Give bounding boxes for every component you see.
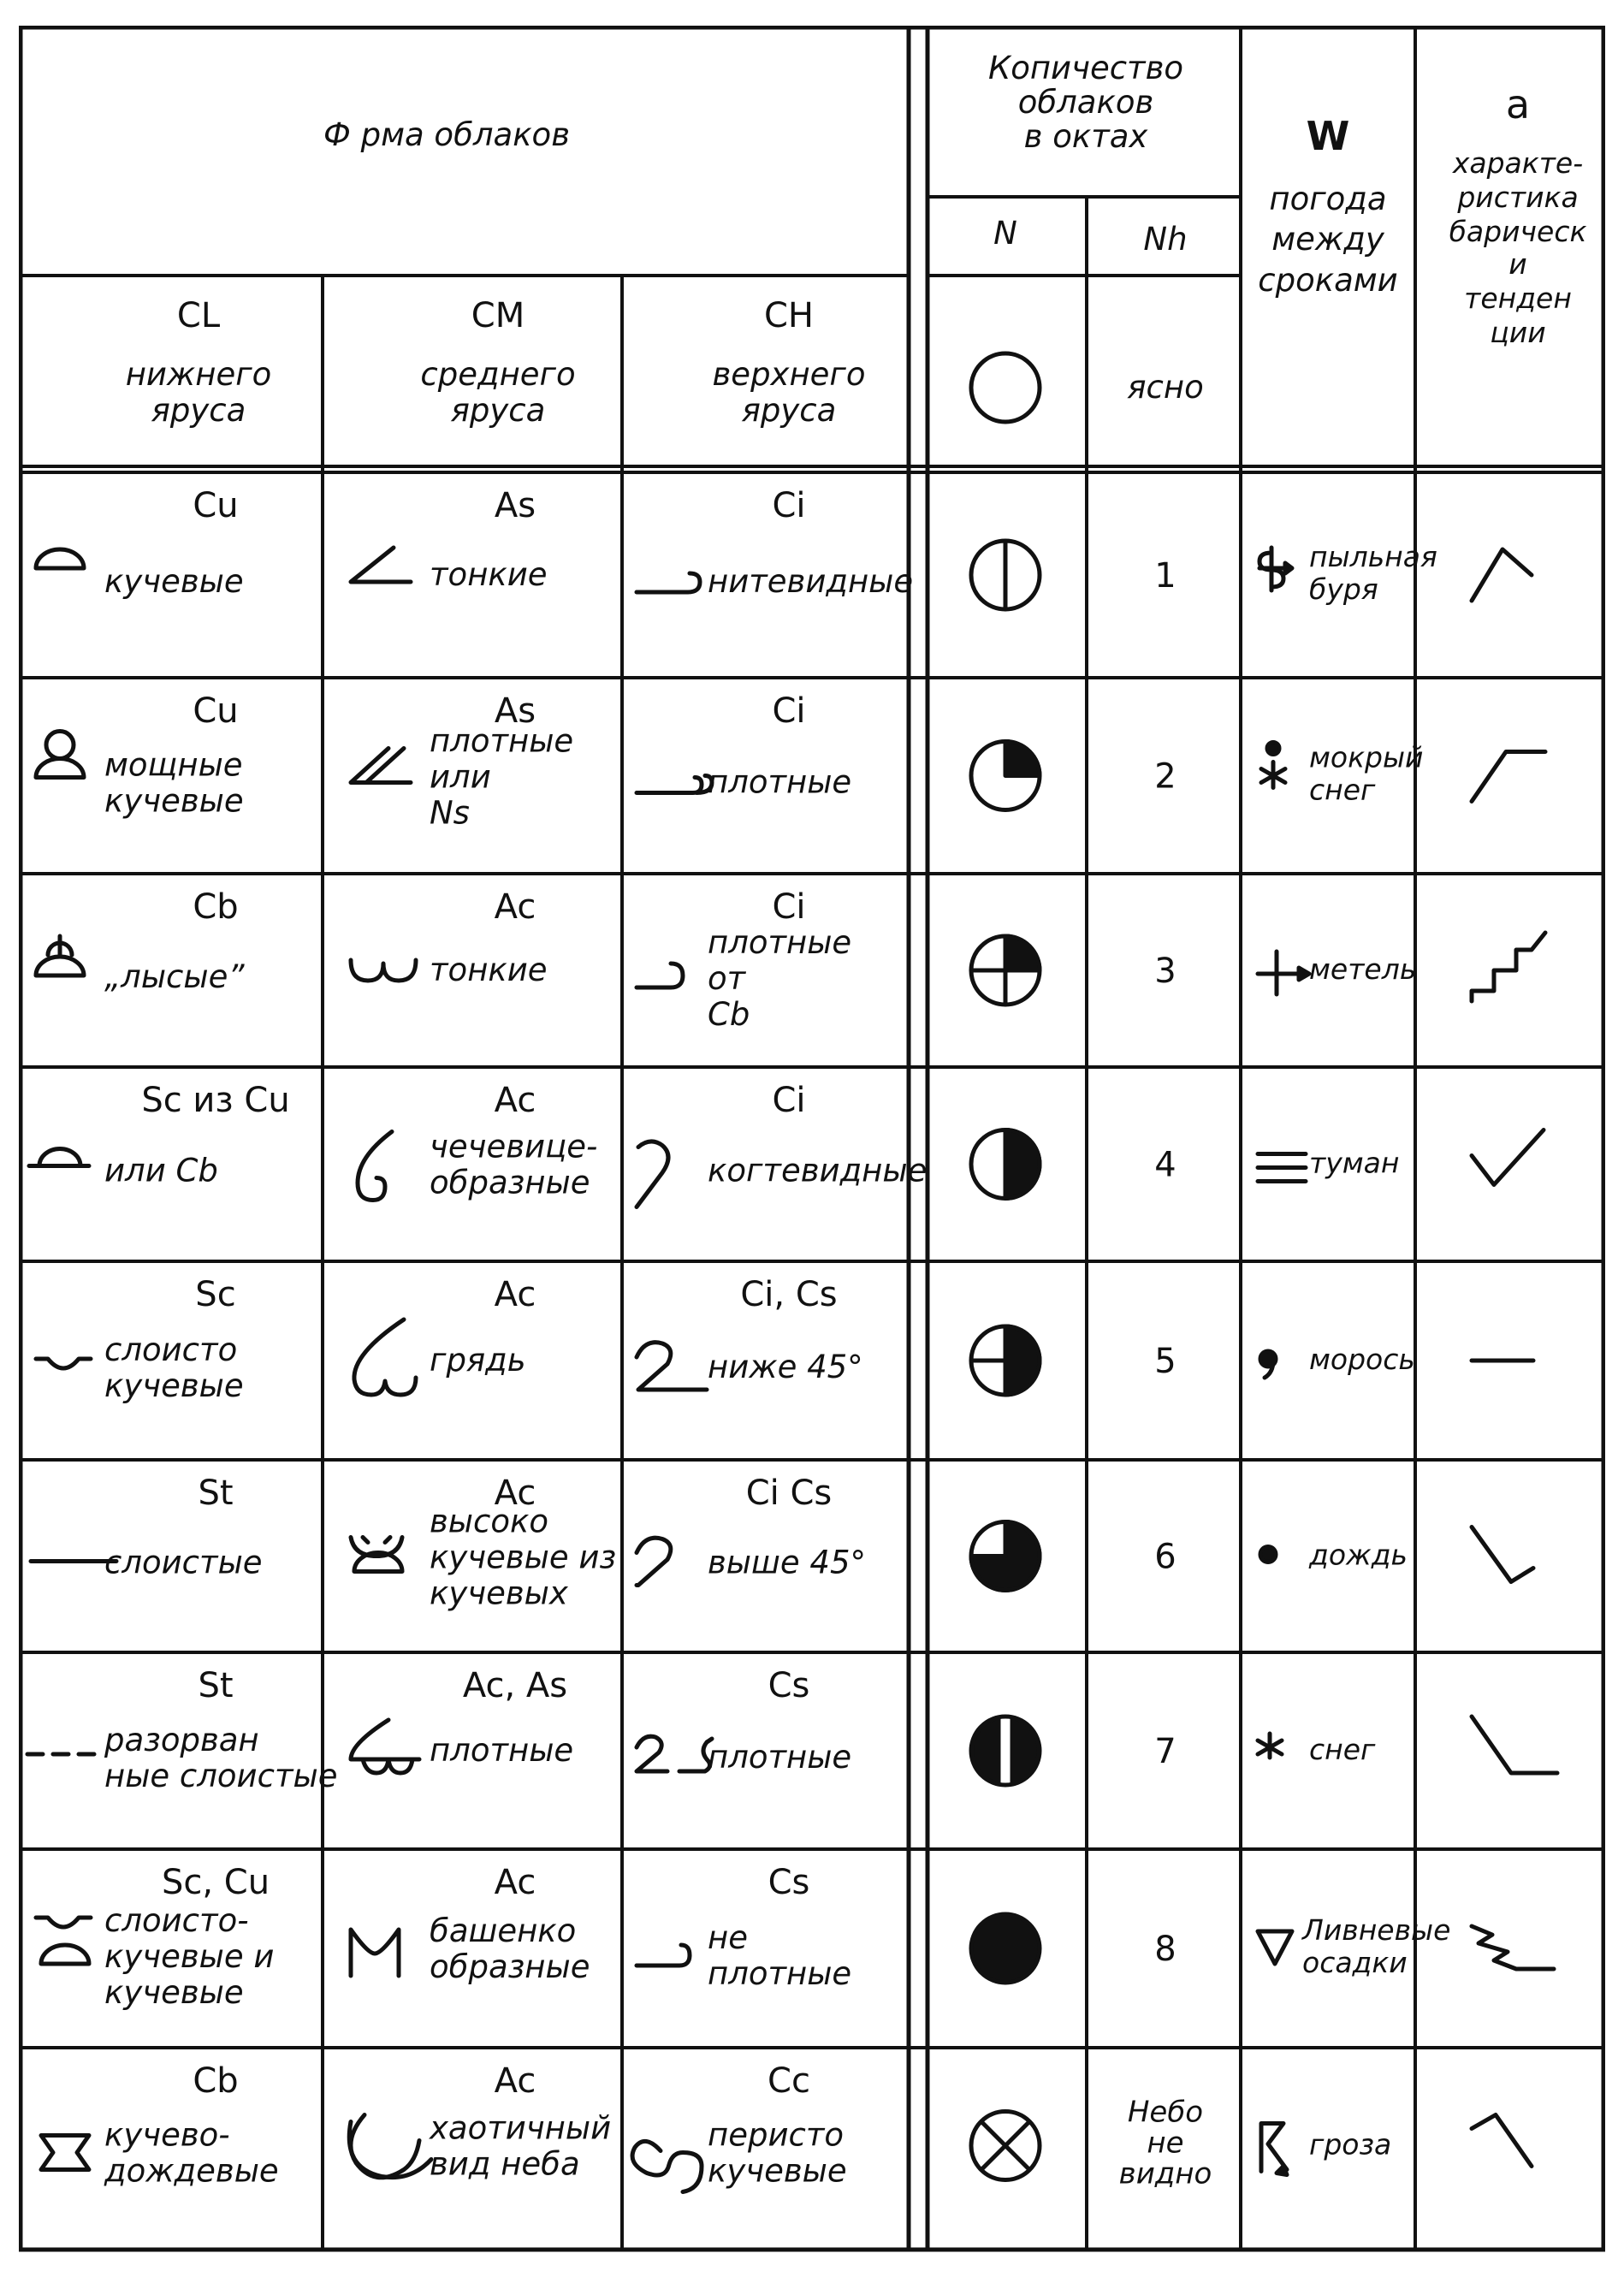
cl-code: Sc [195, 1275, 236, 1314]
table-rows [27, 486, 1557, 2192]
cl-desc: ные слоистые [104, 1758, 338, 1794]
subheader-cl [126, 296, 272, 429]
cumulonimbus-icon [41, 2136, 89, 2170]
subheader-ch-desc1: верхнего [712, 356, 866, 393]
header-a-desc2: ристика [1457, 181, 1579, 214]
ch-desc: плотные [708, 1739, 852, 1776]
cl-code: Cb [193, 2061, 239, 2101]
cl-desc: слоистые [104, 1544, 263, 1581]
rain-icon [1260, 1547, 1276, 1562]
tendency-falling-rising-icon [1472, 1130, 1544, 1185]
ch-code: Ci [772, 486, 806, 525]
ch-code: Cs [768, 1666, 810, 1705]
cm-desc: башенко [430, 1912, 577, 1949]
cl-desc: дождевые [104, 2152, 279, 2190]
cm-desc: грядь [430, 1342, 526, 1379]
header-quantity [988, 50, 1183, 155]
cl-desc: мощные [104, 746, 243, 784]
w-desc: осадки [1302, 1946, 1408, 1979]
header-a-desc4: и [1508, 247, 1527, 281]
cirrostratus-thin-icon [637, 1945, 690, 1966]
cm-desc: плотные [430, 722, 574, 760]
nh-value: 6 [1154, 1537, 1177, 1577]
header-quantity-line3: в октах [1023, 118, 1148, 155]
header-w-letter: W [1306, 113, 1350, 159]
cl-desc: кучевые [104, 1974, 244, 2011]
cirrus-spissatus-icon [637, 776, 712, 793]
stratocumulus-and-cumulus-icon [36, 1918, 91, 1964]
header-n: N [993, 215, 1017, 252]
cl-code: Sc из Cu [141, 1081, 290, 1120]
header-w-desc2: между [1271, 221, 1384, 258]
w-desc: снег [1309, 773, 1376, 807]
circle-filled-icon [971, 1914, 1040, 1983]
cl-desc: слоисто [104, 1331, 238, 1368]
ch-desc: Cb [708, 996, 750, 1033]
dust-storm-icon [1259, 548, 1292, 590]
header-a-desc5: тенден [1464, 282, 1572, 315]
ch-desc: плотные [708, 924, 852, 961]
cm-desc: тонкие [430, 952, 548, 988]
ch-desc: нитевидные [708, 563, 914, 600]
altostratus-thick-icon [351, 749, 411, 783]
header-w-desc1: погода [1269, 181, 1387, 217]
cloud-table-svg [19, 26, 1605, 2255]
w-desc: гроза [1309, 2127, 1392, 2161]
cloud-table [19, 26, 1605, 2258]
cl-desc: разорван [104, 1722, 259, 1758]
ch-code: Ci [772, 691, 806, 731]
tendency-rising-falling-icon [1472, 549, 1532, 601]
altocumulus-from-cumulus-icon [351, 1538, 402, 1572]
ch-desc: ниже 45° [708, 1349, 863, 1385]
w-desc: буря [1309, 572, 1378, 606]
subheader-cl-desc2: яруса [151, 392, 246, 429]
cirrocumulus-icon [632, 2141, 702, 2191]
nh-value: 7 [1154, 1732, 1177, 1771]
cl-code: Sc, Cu [161, 1863, 270, 1902]
cl-desc: кучевые и [104, 1938, 275, 1975]
tendency-rising-unsteady-icon [1472, 933, 1545, 1001]
cumulus-congestus-icon [36, 732, 84, 778]
w-desc: Ливневые [1302, 1913, 1451, 1947]
drizzle-icon [1260, 1351, 1276, 1378]
subheader-cm [420, 296, 575, 429]
cl-desc: кучевые [104, 563, 244, 600]
cumulus-icon [36, 549, 84, 568]
ch-desc: перисто [708, 2116, 845, 2154]
cl-desc: кучевые [104, 1367, 244, 1404]
cm-desc: образные [430, 1948, 590, 1985]
cl-code: Cu [193, 486, 239, 525]
cm-desc: Ns [430, 794, 470, 832]
header-w-desc3: сроками [1258, 262, 1398, 299]
cm-code: As [494, 486, 536, 525]
cirrostratus-low-icon [637, 1343, 707, 1390]
header-quantity-line1: Копичество [987, 50, 1184, 86]
cm-code: Ac [494, 1474, 536, 1513]
w-desc: морось [1309, 1343, 1415, 1376]
snow-icon [1258, 1734, 1282, 1758]
ch-code: Ci, Cs [740, 1275, 838, 1314]
subheader-ch-desc2: яруса [741, 392, 837, 429]
cl-code: St [198, 1666, 234, 1705]
ch-code: Cc [768, 2061, 810, 2101]
circle-half-icon [971, 1130, 1040, 1199]
tendency-falling-unsteady-icon [1472, 1926, 1554, 1969]
altocumulus-castellanus-icon [351, 1930, 399, 1976]
w-desc: снег [1309, 1733, 1376, 1766]
cm-desc: или [430, 758, 491, 796]
circle-empty-icon [971, 353, 1040, 422]
stratocumulus-from-cumulus-icon [29, 1149, 89, 1166]
wet-snow-icon [1261, 743, 1285, 788]
subheader-cl-desc1: нижнего [125, 356, 272, 393]
tendency-rising-steady-icon [1472, 752, 1545, 802]
subheader-cm-desc1: среднего [420, 356, 576, 393]
header-a-desc3: барическ [1449, 215, 1587, 248]
w-desc: пыльная [1309, 540, 1437, 573]
circle-vertical-line-icon [971, 541, 1040, 609]
nh-value: видно [1118, 2156, 1212, 2191]
cm-desc: плотные [430, 1732, 574, 1769]
subheader-n-clear: ясно [1127, 369, 1204, 406]
header-a-desc6: ции [1490, 316, 1546, 349]
header-a-desc1: характе- [1452, 146, 1584, 180]
cl-desc: „лысые” [104, 958, 245, 995]
altostratus-thin-icon [351, 548, 411, 582]
cirrus-fibratus-icon [637, 573, 700, 592]
ch-desc: плотные [708, 1955, 852, 1992]
nh-value: Небо [1127, 2095, 1204, 2130]
circle-mostly-filled-icon [971, 1717, 1040, 1785]
stratocumulus-icon [36, 1359, 91, 1368]
subheader-ch [713, 296, 866, 429]
cl-code: Cu [193, 691, 239, 731]
nh-value: 1 [1154, 556, 1177, 596]
ch-desc: плотные [708, 763, 852, 801]
showers-icon [1258, 1931, 1292, 1964]
w-desc: туман [1309, 1146, 1400, 1180]
circle-quarter-vertical-icon [971, 936, 1040, 1005]
cm-desc: образные [430, 1164, 590, 1201]
tendency-falling-rising-small-icon [1472, 1527, 1533, 1582]
cm-desc: тонкие [430, 556, 548, 593]
circle-half-horizontal-icon [971, 1326, 1040, 1395]
circle-three-quarter-icon [971, 1522, 1040, 1591]
cm-code: Ac [494, 2061, 536, 2101]
cl-desc: кучевые [104, 782, 244, 820]
cm-desc: высоко [430, 1503, 548, 1540]
header-a-letter: a [1505, 81, 1531, 127]
cm-code: Ac [494, 1863, 536, 1902]
ch-desc: когтевидные [708, 1152, 928, 1189]
ch-desc: от [708, 960, 746, 997]
cm-code: Ac, As [462, 1666, 568, 1705]
cl-desc: слоисто- [104, 1902, 249, 1939]
cm-desc: вид неба [430, 2145, 580, 2183]
subheader-ch-code: CH [763, 296, 815, 335]
cm-code: Ac [494, 887, 536, 927]
circle-cross-icon [971, 2112, 1040, 2180]
nh-value: 3 [1154, 952, 1177, 991]
ch-code: Ci [772, 887, 806, 927]
subheader-cl-code: CL [176, 296, 221, 335]
cm-desc: чечевице- [430, 1128, 598, 1165]
cirrus-from-cumulonimbus-icon [637, 964, 683, 987]
altocumulus-thin-icon [351, 960, 416, 981]
blizzard-icon [1258, 952, 1309, 994]
w-desc: метель [1309, 952, 1417, 986]
fog-icon [1258, 1154, 1306, 1182]
cl-code: Cb [193, 887, 239, 927]
ch-desc: выше 45° [708, 1544, 866, 1581]
header-cloud-forms: Ф рма облаков [323, 116, 571, 153]
w-desc: дождь [1309, 1538, 1408, 1572]
nh-value: 8 [1154, 1930, 1177, 1969]
circle-quarter-icon [971, 742, 1040, 810]
cm-desc: кучевых [430, 1574, 568, 1612]
ch-code: Ci Cs [745, 1474, 833, 1513]
nh-value: не [1147, 2126, 1184, 2161]
altocumulus-thick-icon [351, 1720, 419, 1773]
altocumulus-bands-icon [354, 1319, 416, 1395]
cirrus-uncinus-icon [637, 1141, 668, 1207]
header-nh: Nh [1143, 221, 1188, 258]
cm-desc: кучевые из [430, 1539, 617, 1576]
tendency-falling-icon [1472, 2115, 1532, 2167]
cm-desc: хаотичный [430, 2109, 612, 2147]
ch-code: Ci [772, 1081, 806, 1120]
header-quantity-line2: облаков [1017, 84, 1154, 121]
cirrostratus-high-icon [637, 1538, 671, 1585]
nh-value: 5 [1154, 1342, 1177, 1381]
chaotic-sky-icon [349, 2115, 431, 2178]
w-desc: мокрый [1309, 740, 1424, 774]
subheader-cm-desc2: яруса [450, 392, 546, 429]
ch-desc: не [708, 1919, 748, 1956]
cumulonimbus-calvus-icon [36, 936, 84, 975]
cm-code: As [494, 691, 536, 731]
cm-code: Ac [494, 1275, 536, 1314]
thunderstorm-icon [1261, 2124, 1287, 2175]
nh-value: 2 [1154, 756, 1177, 797]
ch-code: Cs [768, 1863, 810, 1902]
cm-code: Ac [494, 1081, 536, 1120]
cl-desc: кучево- [104, 2116, 230, 2154]
nh-value: 4 [1154, 1145, 1177, 1185]
cirrostratus-thick-icon [637, 1736, 712, 1771]
cl-desc: или Cb [104, 1152, 218, 1189]
subheader-cm-code: CM [471, 296, 525, 335]
ch-desc: кучевые [708, 2152, 847, 2190]
altocumulus-lenticular-icon [358, 1132, 392, 1201]
cl-code: St [198, 1474, 234, 1513]
tendency-falling-steady-icon [1472, 1717, 1557, 1773]
